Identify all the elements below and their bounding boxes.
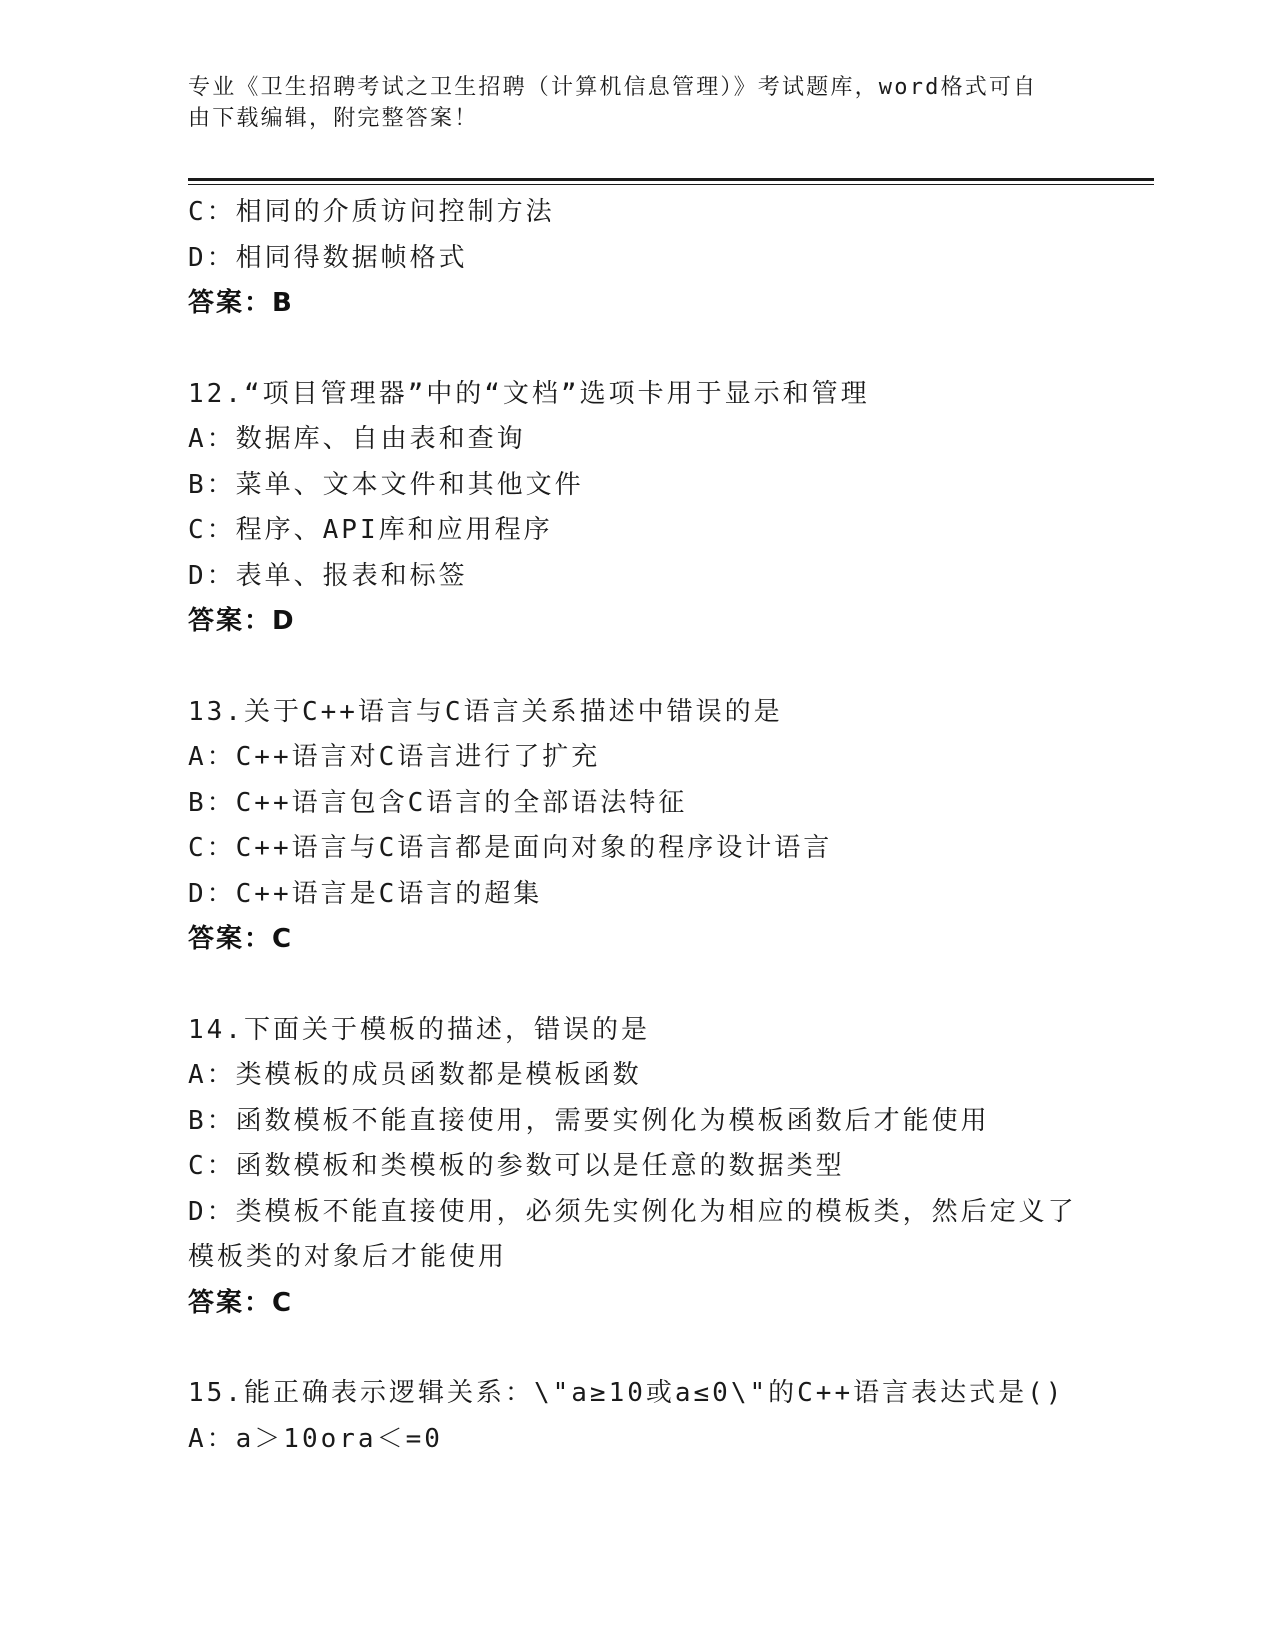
- option-a: A：C++语言对C语言进行了扩充: [188, 742, 601, 772]
- answer-line: 答案：C: [188, 924, 294, 954]
- question-stem: 14.下面关于模板的描述，错误的是: [188, 1014, 650, 1045]
- document-body: [188, 190, 1088, 1462]
- option-d: D：C++语言是C语言的超集: [188, 878, 543, 909]
- option-b: B：C++语言包含C语言的全部语法特征: [188, 787, 688, 818]
- question-stem: 15.能正确表示逻辑关系：\"a≥10或a≤0\"的C++语言表达式是(): [188, 1378, 1065, 1408]
- option-a: A：类模板的成员函数都是模板函数: [188, 1060, 642, 1090]
- question-12: [188, 372, 1088, 645]
- answer-line: 答案：D: [188, 606, 296, 636]
- question-stem: 13.关于C++语言与C语言关系描述中错误的是: [188, 696, 783, 727]
- option-c: C：相同的介质访问控制方法: [188, 197, 555, 227]
- option-d: D：相同得数据帧格式: [188, 242, 468, 273]
- question-13: [188, 690, 1088, 963]
- answer-line: 答案：C: [188, 1287, 294, 1318]
- header-line-2: 由下载编辑，附完整答案！: [188, 106, 479, 131]
- header-rule-thin: [188, 184, 1154, 185]
- option-d: D：类模板不能直接使用，必须先实例化为相应的模板类，然后定义了: [188, 1196, 1077, 1227]
- option-b: B：函数模板不能直接使用，需要实例化为模板函数后才能使用: [188, 1105, 990, 1136]
- answer-line: 答案：B: [188, 288, 294, 318]
- header-rule-thick: [188, 178, 1154, 181]
- option-c: C：函数模板和类模板的参数可以是任意的数据类型: [188, 1151, 845, 1181]
- prev-question-block: [188, 190, 1088, 327]
- question-15: [188, 1371, 1088, 1462]
- question-14: [188, 1008, 1088, 1327]
- document-header: [188, 72, 1068, 134]
- question-stem: 12.“项目管理器”中的“文档”选项卡用于显示和管理: [188, 378, 870, 409]
- option-a: A：a＞10ora＜=0: [188, 1423, 443, 1454]
- header-line-1: 专业《卫生招聘考试之卫生招聘（计算机信息管理）》考试题库，word格式可自: [188, 75, 1038, 100]
- option-c: C：程序、API库和应用程序: [188, 515, 553, 545]
- option-d-continuation: 模板类的对象后才能使用: [188, 1242, 508, 1272]
- option-d: D：表单、报表和标签: [188, 560, 468, 591]
- option-b: B：菜单、文本文件和其他文件: [188, 469, 584, 500]
- option-a: A：数据库、自由表和查询: [188, 424, 526, 454]
- option-c: C：C++语言与C语言都是面向对象的程序设计语言: [188, 833, 833, 863]
